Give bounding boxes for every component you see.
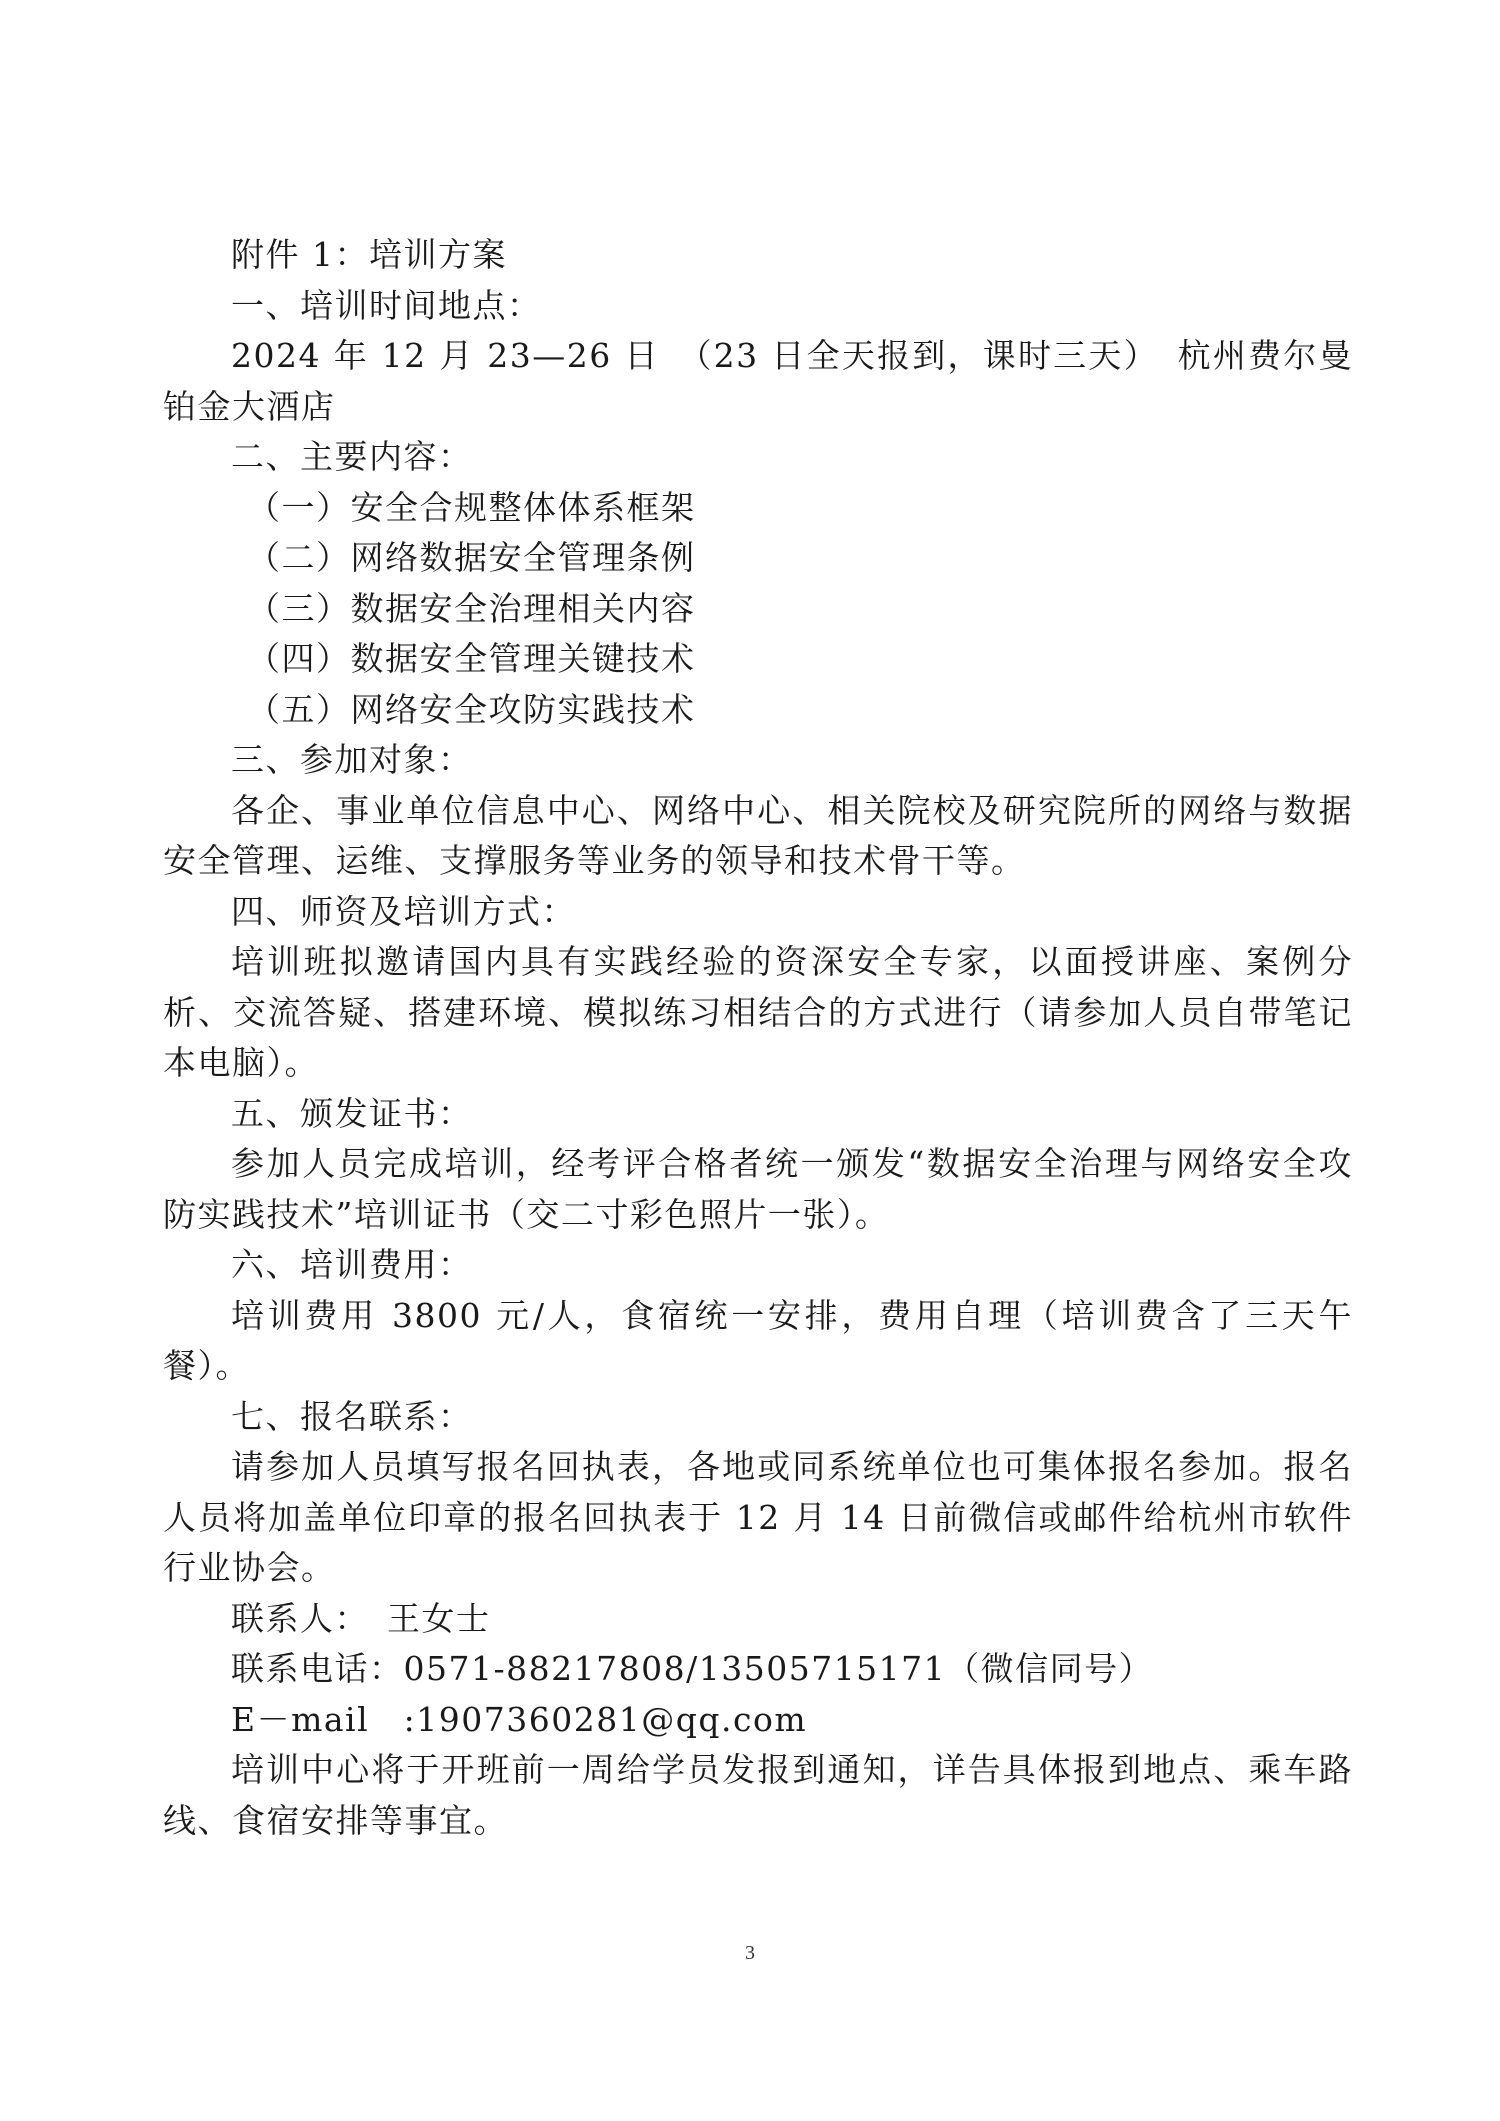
attachment-title: 附件 1：培训方案 <box>231 235 507 274</box>
content-item-3: （三）数据安全治理相关内容 <box>247 588 696 628</box>
section-3-body: 各企、事业单位信息中心、网络中心、相关院校及研究院所的网络与数据安全管理、运维、支撑服务等业务的领导和技术骨干等。 <box>163 790 1353 880</box>
contact-phone: 联系电话：0571-88217808/13505715171（微信同号） <box>231 1649 1154 1688</box>
section-2-heading: 二、主要内容： <box>231 437 473 476</box>
document-body <box>163 230 1353 1846</box>
contact-person: 联系人： 王女士 <box>231 1598 491 1638</box>
content-item-2: （二）网络数据安全管理条例 <box>247 538 696 577</box>
page-number: 3 <box>745 1942 755 1964</box>
contact-email: E－mail :1907360281@qq.com <box>231 1699 808 1739</box>
section-3-heading: 三、参加对象： <box>231 740 473 779</box>
section-1-body: 2024 年 12 月 23—26 日 （23 日全天报到，课时三天） 杭州费尔曼铂金大酒店 <box>163 336 1353 426</box>
section-6-body: 培训费用 3800 元/人，食宿统一安排，费用自理（培训费含了三天午餐）。 <box>163 1295 1353 1385</box>
content-item-5: （五）网络安全攻防实践技术 <box>247 689 696 729</box>
section-4-body: 培训班拟邀请国内具有实践经验的资深安全专家，以面授讲座、案例分析、交流答疑、搭建环境、模拟练习相结合的方式进行（请参加人员自带笔记本电脑）。 <box>163 942 1353 1082</box>
content-item-4: （四）数据安全管理关键技术 <box>247 639 696 678</box>
section-6-heading: 六、培训费用： <box>231 1245 473 1284</box>
section-5-heading: 五、颁发证书： <box>231 1093 473 1133</box>
content-item-1: （一）安全合规整体体系框架 <box>247 487 696 527</box>
section-7-heading: 七、报名联系： <box>231 1396 473 1436</box>
section-1-heading: 一、培训时间地点： <box>231 285 542 325</box>
section-5-body: 参加人员完成培训，经考评合格者统一颁发“数据安全治理与网络安全攻防实践技术”培训证书（交二寸彩色照片一张）。 <box>163 1144 1353 1234</box>
section-4-heading: 四、师资及培训方式： <box>231 891 576 931</box>
section-7-body: 请参加人员填写报名回执表，各地或同系统单位也可集体报名参加。报名人员将加盖单位印章的报名回执表于 12 月 14 日前微信或邮件给杭州市软件行业协会。 <box>163 1447 1353 1587</box>
closing-note: 培训中心将于开班前一周给学员发报到通知，详告具体报到地点、乘车路线、食宿安排等事宜。 <box>163 1750 1353 1840</box>
